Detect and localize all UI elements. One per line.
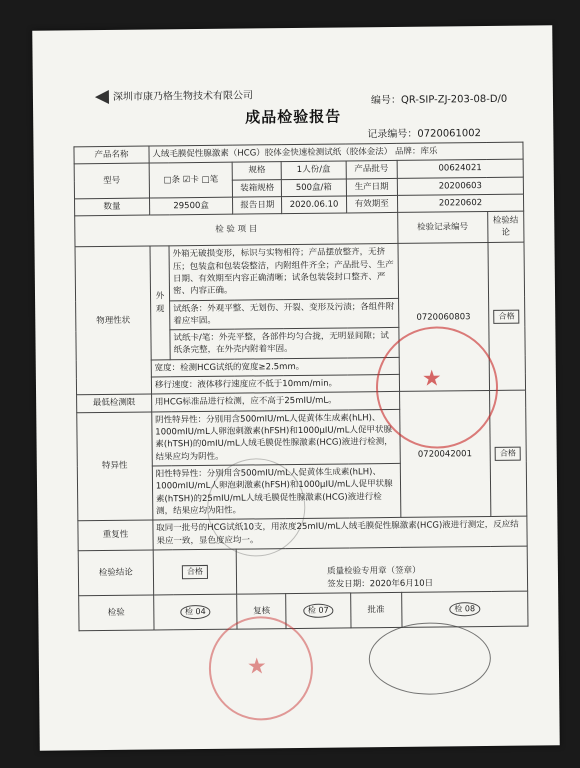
page-title: 成品检验报告 (245, 107, 342, 127)
inspect-stamp-box: 检 04 (180, 605, 211, 619)
model-label: 型号 (74, 163, 149, 198)
table-row (78, 546, 527, 596)
approve-label: 批准 (350, 592, 402, 628)
faint-round-stamp (207, 458, 306, 557)
card-text: 试纸卡/笔：外壳平整，各部件均匀合拢，无明显间隙；试纸条完整，在外壳内附着牢固。 (170, 328, 399, 360)
record-col-header: 检验记录编号 (397, 212, 487, 244)
negative-text: 阴性特异性：分别用含500mIU/mL人促黄体生成素(hLH)、1000mIU/mL人卵泡刺激素(hFSH)和1000μIU/mL人促甲状腺素(hTSH)的0mIU/mL人绒毛膜促性腺激素(HCG)液进行检测，结果应均为阴性。 (152, 409, 401, 466)
detection-text: 用HCG标准品进行检测，应不高于25mIU/mL。 (151, 392, 399, 412)
table-row (75, 242, 525, 301)
prod-date-label: 生产日期 (346, 178, 397, 196)
items-header: 检 验 项 目 (75, 213, 398, 247)
appearance-label: 外观 (150, 246, 170, 360)
issue-date: 签发日期：2020年6月10日 (327, 578, 434, 590)
table-row (75, 211, 524, 247)
conclusion-box: 合格 (182, 565, 208, 579)
speed-text: 移行速度：液体移行速度应不低于10mm/min。 (151, 374, 399, 394)
specificity-conclusion (489, 390, 527, 516)
expiry-label: 有效期至 (346, 195, 397, 213)
inspect-stamp (153, 594, 237, 630)
spec-value: 1人份/盒 (282, 161, 346, 179)
product-label: 产品名称 (74, 146, 149, 164)
review-stamp-box: 检 07 (303, 604, 334, 618)
specificity-conclusion-box: 合格 (495, 447, 521, 461)
approve-stamp-box: 检 08 (449, 602, 480, 616)
company-header (95, 86, 253, 104)
pack-value: 500盒/箱 (282, 179, 346, 197)
expiry-value: 20220602 (397, 194, 523, 213)
pack-label: 装箱规格 (233, 179, 282, 197)
doc-number: 编号：QR-SIP-ZJ-203-08-D/0 (370, 93, 508, 107)
qty-value: 29500盒 (149, 197, 233, 215)
inspect-label: 检验 (79, 595, 154, 631)
detection-label: 最低检测限 (77, 394, 152, 412)
stamp-label: 质量检验专用章（签章） (327, 565, 421, 577)
approve-stamp (401, 591, 528, 627)
width-text: 宽度：检测HCG试纸的宽度≥2.5mm。 (151, 357, 399, 377)
specificity-label: 特异性 (77, 412, 153, 521)
company-logo-icon (95, 90, 109, 104)
record-number: 记录编号：0720061002 (367, 128, 482, 141)
physical-conclusion-box: 合格 (494, 310, 520, 324)
specificity-record-no: 0720042001 (399, 391, 490, 518)
review-label: 复核 (237, 593, 287, 629)
seal-star-icon: ★ (421, 366, 442, 392)
spec-label: 规格 (232, 162, 281, 180)
strip-text: 试纸条：外观平整、无划伤、开裂、变形及污渍；各组件附着应牢固。 (170, 298, 399, 330)
model-value: □条 ☑卡 □笔 (149, 162, 233, 197)
qty-label: 数量 (75, 198, 150, 216)
quality-oval-stamp (368, 622, 491, 695)
inspection-seal-star-icon: ★ (246, 654, 267, 680)
physical-label: 物理性状 (75, 246, 151, 395)
conclusion-value (153, 549, 237, 595)
report-date-value: 2020.06.10 (282, 196, 346, 214)
prod-date-value: 20200603 (397, 177, 523, 196)
report-paper (32, 25, 560, 750)
review-stamp (286, 593, 351, 629)
product-value: 人绒毛膜促性腺激素（HCG）胶体金快速检测试纸（胶体金法） 品牌：库乐 (149, 142, 523, 163)
repeatability-text: 取同一批号的HCG试纸10支，用浓度25mIU/mL人绒毛膜促性腺激素(HCG)液进行测定，反应结果应一致，显色度应均一。 (153, 516, 527, 550)
box-text: 外箱无破损变形，标识与实物相符；产品摆放整齐，无挤压；包装盒和包装袋整洁，内附组件齐全；产品批号、生产日期、有效期至内容正确清晰；试条包装袋封口整齐、严密、内容正确。 (169, 244, 398, 301)
table-row (79, 591, 528, 631)
batch-value: 00624021 (397, 159, 523, 178)
positive-text: 阳性特异性：分别用含500mIU/mL人促黄体生成素(hLH)、1000mIU/mL人卵泡刺激素(hFSH)和1000μIU/mL人促甲状腺素(hTSH)的25mIU/mL人绒毛膜促性腺激素(HCG)液进行检测，结果应均为阳性。 (152, 463, 401, 520)
physical-record-no: 0720060803 (398, 243, 489, 392)
conclusion-col-header: 检验结论 (487, 211, 524, 242)
repeatability-label: 重复性 (78, 520, 153, 550)
report-date-label: 报告日期 (233, 197, 282, 215)
conclusion-stamp-area (236, 546, 527, 594)
company-name: 深圳市康乃格生物技术有限公司 (112, 90, 253, 103)
batch-label: 产品批号 (346, 161, 397, 179)
conclusion-label: 检验结论 (78, 550, 153, 596)
